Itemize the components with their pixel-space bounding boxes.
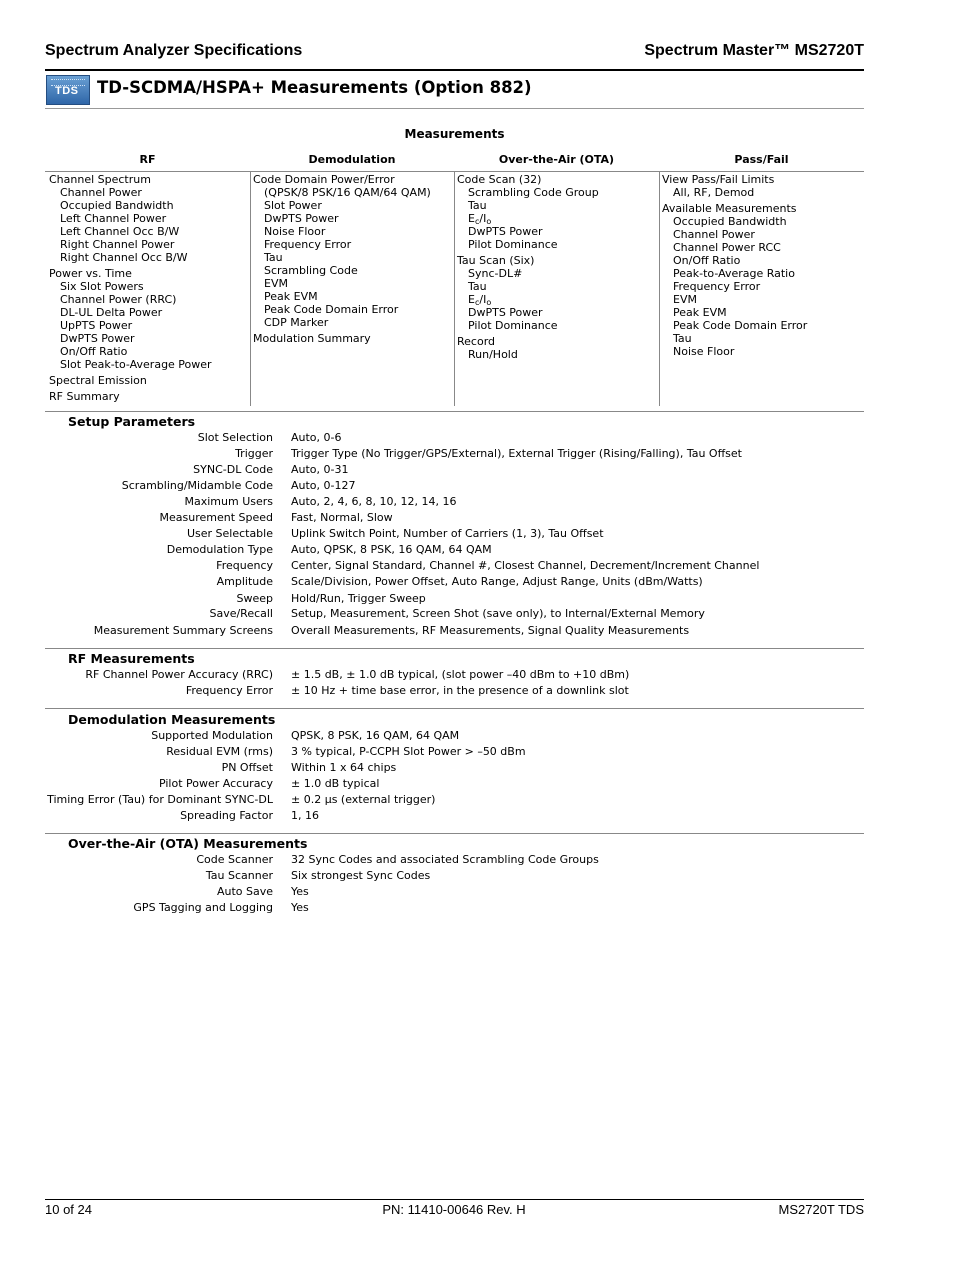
col-header-ota: Over-the-Air (OTA) (498, 153, 615, 166)
list-item: EVM (673, 293, 697, 306)
list-item: Occupied Bandwidth (673, 215, 787, 228)
section-divider (45, 648, 864, 649)
list-item: Channel Power RCC (673, 241, 781, 254)
table-row: PN Offset Within 1 x 64 chips (221, 761, 397, 774)
passfail-column (662, 173, 807, 358)
table-row: Supported Modulation QPSK, 8 PSK, 16 QAM, 64 QAM (151, 729, 460, 742)
table-row: Maximum Users Auto, 2, 4, 6, 8, 10, 12, 14, 16 (184, 495, 457, 508)
list-item: Tau (468, 280, 487, 293)
list-item: Slot Peak-to-Average Power (60, 358, 212, 371)
list-item: Frequency Error (264, 238, 352, 251)
table-row: Slot Selection Auto, 0-6 (197, 431, 342, 444)
header-right: Spectrum Master™ MS2720T (644, 42, 864, 59)
list-item: Code Domain Power/Error (253, 173, 395, 186)
list-item: Scrambling Code Group (468, 186, 599, 199)
list-item: Modulation Summary (253, 332, 371, 345)
list-item: Tau (264, 251, 283, 264)
list-item: Channel Power (60, 186, 142, 199)
list-item: Tau Scan (Six) (457, 254, 535, 267)
list-item: Tau (673, 332, 692, 345)
ota-column (457, 173, 599, 361)
list-item: DwPTS Power (264, 212, 339, 225)
demod-column (253, 173, 431, 345)
doc-id: MS2720T TDS (778, 1202, 864, 1217)
list-item: Channel Power (RRC) (60, 293, 177, 306)
list-item: Tau (468, 199, 487, 212)
list-item-ecio: $E_c/I_o$ (468, 293, 492, 307)
list-item: Right Channel Occ B/W (60, 251, 188, 264)
list-item: CDP Marker (264, 316, 329, 329)
list-item: Frequency Error (673, 280, 761, 293)
section-title: TD-SCDMA/HSPA+ Measurements (Option 882) (97, 78, 532, 97)
table-row: RF Channel Power Accuracy (RRC) ± 1.5 dB, ± 1.0 dB typical, (slot power –40 dBm to +10 dBm) (85, 668, 630, 681)
list-item: (QPSK/8 PSK/16 QAM/64 QAM) (264, 186, 431, 199)
list-item: View Pass/Fail Limits (662, 173, 775, 186)
col-divider (250, 172, 251, 406)
tds-icon: TDS (46, 75, 90, 105)
table-row: Save/Recall Setup, Measurement, Screen Shot (save only), to Internal/External Memory (209, 607, 705, 620)
list-item: Channel Power (673, 228, 755, 241)
list-item: EVM (264, 277, 288, 290)
demod-meas-title: Demodulation Measurements (68, 712, 276, 727)
list-item: Power vs. Time (49, 267, 132, 280)
col-header-passfail: Pass/Fail (734, 153, 789, 166)
section-title-bar (45, 74, 864, 109)
list-item: Left Channel Occ B/W (60, 225, 180, 238)
list-item: Channel Spectrum (49, 173, 151, 186)
table-row: Scrambling/Midamble Code Auto, 0-127 (121, 479, 356, 492)
list-item: Slot Power (264, 199, 322, 212)
list-item-ecio: $E_c/I_o$ (468, 212, 492, 226)
footer-rule (45, 1199, 864, 1200)
table-row: Tau Scanner Six strongest Sync Codes (205, 869, 431, 882)
ota-meas-title: Over-the-Air (OTA) Measurements (68, 836, 308, 851)
part-number: PN: 11410-00646 Rev. H (382, 1202, 526, 1217)
list-item: Available Measurements (662, 202, 797, 215)
table-row: Amplitude Scale/Division, Power Offset, Auto Range, Adjust Range, Units (dBm/Watts) (216, 575, 703, 588)
list-item: Peak-to-Average Ratio (673, 267, 795, 280)
list-item: UpPTS Power (60, 319, 133, 332)
section-divider (45, 833, 864, 834)
col-divider (454, 172, 455, 406)
page-header (45, 40, 864, 62)
table-row: Spreading Factor 1, 16 (180, 809, 319, 822)
table-row: Trigger Trigger Type (No Trigger/GPS/External), External Trigger (Rising/Falling), Tau Offset (235, 447, 742, 460)
rf-meas-title: RF Measurements (68, 651, 195, 666)
table-row: Demodulation Type Auto, QPSK, 8 PSK, 16 QAM, 64 QAM (166, 543, 492, 556)
list-item: RF Summary (49, 390, 120, 403)
table-row: Timing Error (Tau) for Dominant SYNC-DL ± 0.2 µs (external trigger) (47, 793, 436, 806)
list-item: Sync-DL# (468, 267, 523, 280)
table-row: Residual EVM (rms) 3 % typical, P-CCPH Slot Power > –50 dBm (166, 745, 526, 758)
table-row: Code Scanner 32 Sync Codes and associated Scrambling Code Groups (196, 853, 599, 866)
list-item: Code Scan (32) (457, 173, 542, 186)
table-row: Sweep Hold/Run, Trigger Sweep (236, 592, 426, 605)
setup-title: Setup Parameters (68, 414, 196, 429)
list-item: DL-UL Delta Power (60, 306, 163, 319)
list-item: On/Off Ratio (60, 345, 128, 358)
col-header-rf: RF (139, 153, 156, 166)
list-item: DwPTS Power (468, 306, 543, 319)
list-item: On/Off Ratio (673, 254, 741, 267)
list-item: Peak EVM (264, 290, 318, 303)
page-number: 10 of 24 (45, 1202, 92, 1217)
table-row: User Selectable Uplink Switch Point, Number of Carriers (1, 3), Tau Offset (186, 527, 604, 540)
col-header-demod: Demodulation (308, 153, 396, 166)
list-item: Pilot Dominance (468, 238, 558, 251)
header-rule (45, 69, 864, 71)
list-item: Noise Floor (264, 225, 326, 238)
table-row: Measurement Speed Fast, Normal, Slow (159, 511, 393, 524)
list-item: Right Channel Power (60, 238, 175, 251)
list-item: Peak Code Domain Error (673, 319, 808, 332)
table-row: Auto Save Yes (216, 885, 309, 898)
list-item: Occupied Bandwidth (60, 199, 174, 212)
list-item: All, RF, Demod (673, 186, 755, 199)
list-item: Noise Floor (673, 345, 735, 358)
list-item: Peak Code Domain Error (264, 303, 399, 316)
table-row: SYNC-DL Code Auto, 0-31 (193, 463, 349, 476)
measurements-title: Measurements (404, 127, 505, 141)
list-item: Left Channel Power (60, 212, 167, 225)
list-item: DwPTS Power (60, 332, 135, 345)
list-item: Six Slot Powers (60, 280, 144, 293)
list-item: Scrambling Code (264, 264, 358, 277)
list-item: Spectral Emission (49, 374, 147, 387)
list-item: DwPTS Power (468, 225, 543, 238)
section-divider (45, 708, 864, 709)
col-divider (659, 172, 660, 406)
table-row: Measurement Summary Screens Overall Measurements, RF Measurements, Signal Quality Measurements (93, 624, 690, 637)
header-left: Spectrum Analyzer Specifications (45, 42, 303, 59)
table-row: Frequency Center, Signal Standard, Channel #, Closest Channel, Decrement/Increment Channel (216, 559, 760, 572)
table-row: Pilot Power Accuracy ± 1.0 dB typical (158, 777, 380, 790)
rf-column (49, 173, 212, 403)
table-bottom-rule (45, 411, 864, 412)
list-item: Pilot Dominance (468, 319, 558, 332)
list-item: Run/Hold (468, 348, 518, 361)
list-item: Record (457, 335, 496, 348)
table-row: GPS Tagging and Logging Yes (133, 901, 309, 914)
table-row: Frequency Error ± 10 Hz + time base error, in the presence of a downlink slot (185, 684, 629, 697)
list-item: Peak EVM (673, 306, 727, 319)
